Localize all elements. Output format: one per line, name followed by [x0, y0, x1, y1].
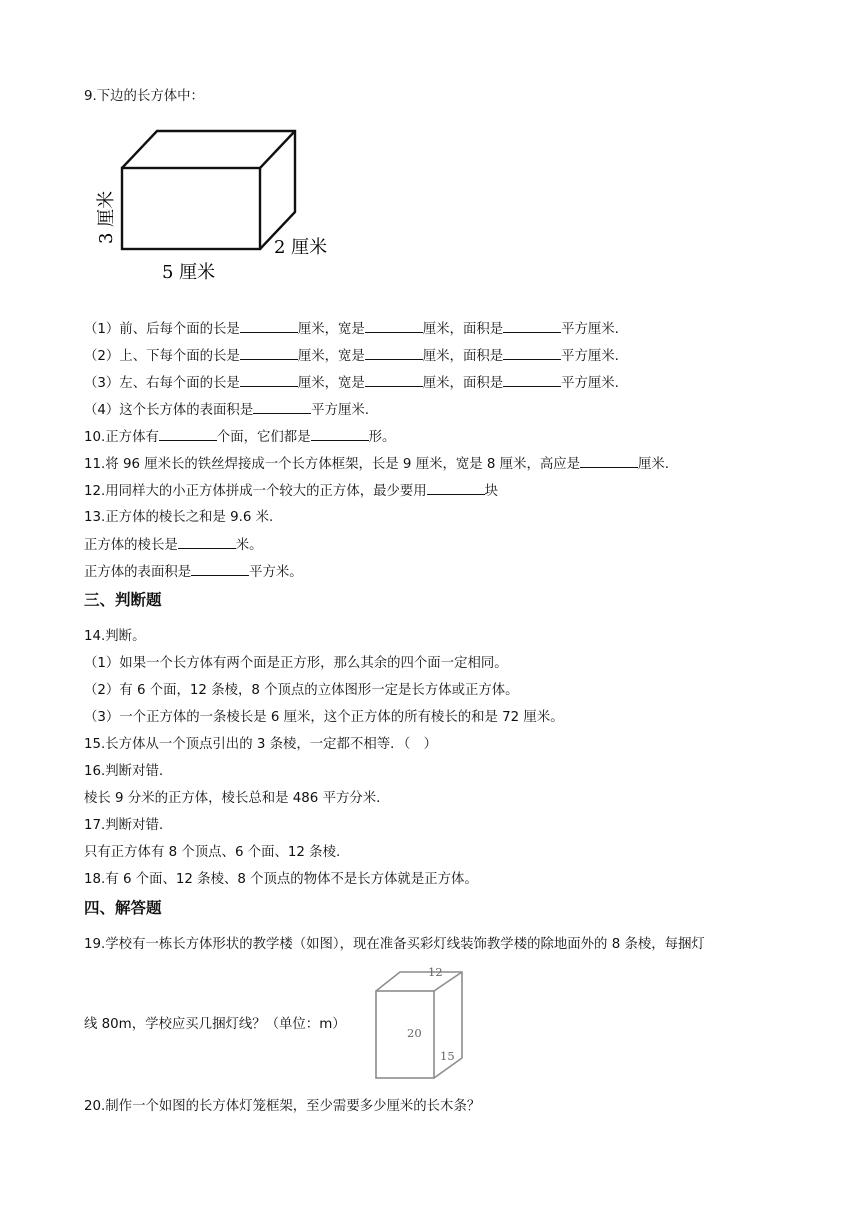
q19-line-2: 线 80m，学校应买几捆灯线？（单位：m） [84, 1017, 346, 1032]
answer-blank[interactable] [365, 320, 423, 333]
answer-blank[interactable] [503, 320, 561, 333]
q13-stem: 13.正方体的棱长之和是 9.6 米. [84, 510, 274, 525]
q13-line-1: 正方体的棱长是 米。 [84, 538, 263, 553]
q20: 20.制作一个如图的长方体灯笼框架，至少需要多少厘米的长木条？ [84, 1099, 481, 1114]
q17-stem: 17.判断对错. [84, 818, 164, 833]
q14-item: （3）一个正方体的一条棱长是 6 厘米，这个正方体的所有棱长的和是 72 厘米。 [84, 710, 564, 725]
q12: 12.用同样大的小正方体拼成一个较大的正方体，最少要用 块 [84, 484, 499, 499]
q9-item-1: （1）前、后每个面的长是 厘米，宽是 厘米，面积是 平方厘米. [84, 322, 619, 337]
height-label: 3 厘米 [96, 190, 117, 244]
building-top-label: 12 [428, 965, 443, 979]
answer-blank[interactable] [240, 374, 298, 387]
q9-item-4: （4）这个长方体的表面积是 平方厘米. [84, 403, 370, 418]
answer-blank[interactable] [253, 401, 311, 414]
section-heading-problems: 四、解答题 [84, 899, 162, 917]
answer-blank[interactable] [178, 536, 236, 549]
answer-blank[interactable] [580, 455, 638, 468]
q10: 10.正方体有 个面，它们都是 形。 [84, 430, 396, 445]
length-label: 5 厘米 [162, 262, 216, 283]
q9-stem: 9.下边的长方体中： [84, 89, 204, 104]
q13-line-2: 正方体的表面积是 平方米。 [84, 565, 303, 580]
q14-stem: 14.判断。 [84, 629, 146, 644]
answer-blank[interactable] [240, 347, 298, 360]
q11: 11.将 96 厘米长的铁丝焊接成一个长方体框架，长是 9 厘米，宽是 8 厘米，高应是 厘米. [84, 457, 670, 472]
q16-stem: 16.判断对错. [84, 764, 164, 779]
building-figure-q19 [372, 962, 482, 1084]
section-heading-true-false: 三、判断题 [84, 591, 162, 609]
q14-item: （2）有 6 个面，12 条棱，8 个顶点的立体图形一定是长方体或正方体。 [84, 683, 519, 698]
answer-blank[interactable] [240, 320, 298, 333]
answer-blank[interactable] [503, 374, 561, 387]
q17-body: 只有正方体有 8 个顶点、6 个面、12 条棱. [84, 845, 341, 860]
answer-blank[interactable] [503, 347, 561, 360]
q18: 18.有 6 个面、12 条棱、8 个顶点的物体不是长方体就是正方体。 [84, 872, 478, 887]
q15: 15.长方体从一个顶点引出的 3 条棱，一定都不相等．（ ） [84, 737, 438, 752]
answer-blank[interactable] [427, 482, 485, 495]
q14-item: （1）如果一个长方体有两个面是正方形，那么其余的四个面一定相同。 [84, 656, 508, 671]
answer-blank[interactable] [365, 347, 423, 360]
building-side-label: 15 [440, 1049, 455, 1063]
cuboid-figure-q9 [90, 124, 350, 284]
answer-blank[interactable] [365, 374, 423, 387]
q9-item-2: （2）上、下每个面的长是 厘米，宽是 厘米，面积是 平方厘米. [84, 349, 619, 364]
building-front-label: 20 [407, 1026, 422, 1040]
answer-blank[interactable] [159, 428, 217, 441]
answer-blank[interactable] [311, 428, 369, 441]
q9-item-3: （3）左、右每个面的长是 厘米，宽是 厘米，面积是 平方厘米. [84, 376, 619, 391]
depth-label: 2 厘米 [274, 237, 328, 258]
answer-blank[interactable] [191, 563, 249, 576]
q19-line-1: 19.学校有一栋长方体形状的教学楼（如图），现在准备买彩灯线装饰教学楼的除地面外的 8 条棱，每捆灯 [84, 937, 705, 952]
q16-body: 棱长 9 分米的正方体，棱长总和是 486 平方分米. [84, 791, 381, 806]
